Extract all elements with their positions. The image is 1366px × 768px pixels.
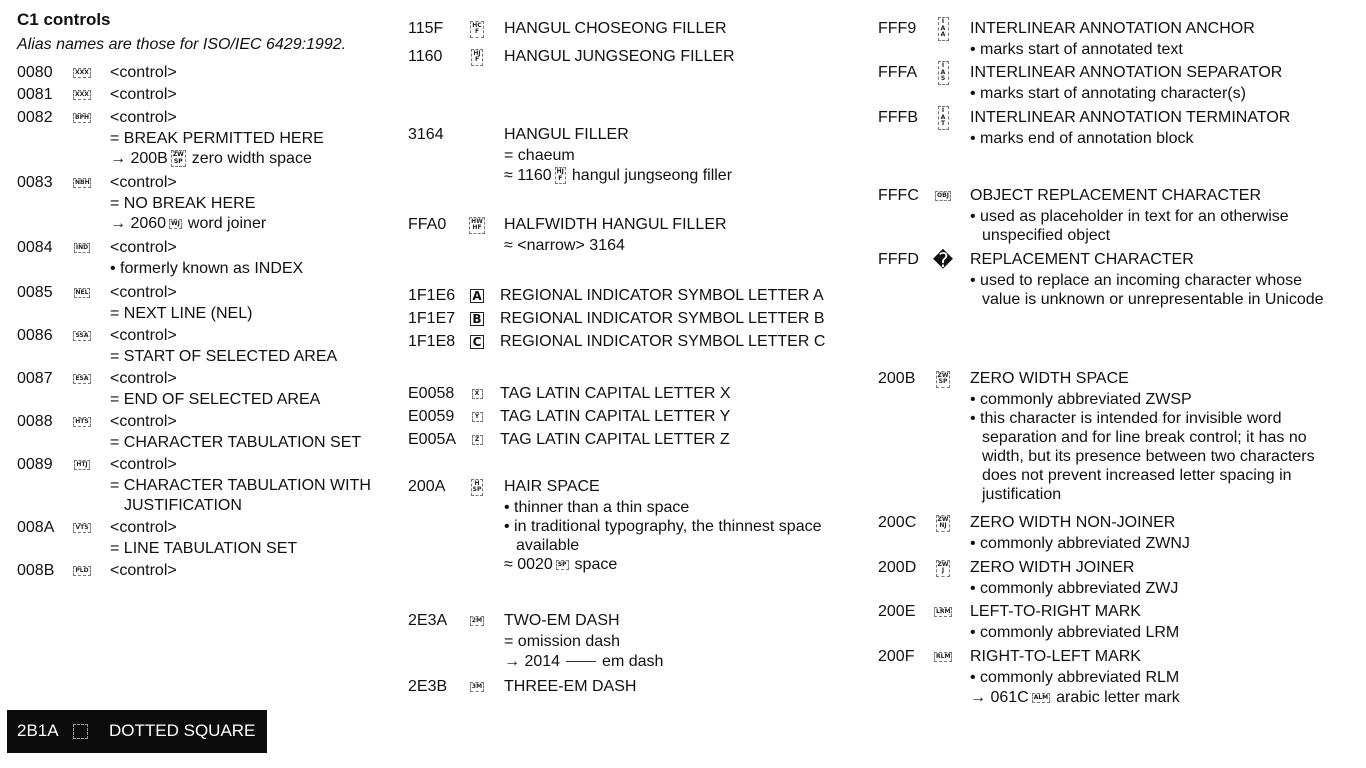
char-name: TAG LATIN CAPITAL LETTER Y [500,408,731,425]
regional-indicator-icon: B [470,312,484,326]
glyph-line: HTJ [76,460,88,468]
glyph-line: A [940,31,946,39]
glyph-line: I [941,18,945,26]
footer-name: DOTTED SQUARE [109,721,256,740]
bullet-note: • marks start of annotating character(s) [970,85,1246,102]
glyph-cell [934,559,952,577]
xref-name: em dash [602,653,664,670]
cross-reference-note [970,688,1180,708]
control-glyph-icon [73,113,91,124]
char-notes [504,146,732,186]
bullet-note: • formerly known as INDEX [110,260,304,277]
xref-code: → 2060 [110,215,167,232]
bullet-note: • commonly abbreviated LRM [970,624,1180,641]
glyph-line: H [474,479,480,487]
glyph-line: ZW [937,371,949,379]
char-notes [970,668,1180,708]
xref-glyph-icon [556,560,569,571]
cross-reference-note: = NEXT LINE (NEL) [110,305,253,322]
char-notes [110,259,303,279]
char-name: <control> [110,284,177,301]
code-point: FFFD [878,251,919,268]
glyph-cell [468,216,486,234]
glyph-line: T [940,120,946,128]
control-glyph-icon [471,479,484,496]
glyph-cell [73,327,91,345]
code-point: 0085 [17,284,53,301]
glyph-cell [468,478,486,496]
code-point: 008A [17,519,55,536]
bullet-note: • used to replace an incoming character whose value is unknown or unrepresentable in Unicode [970,272,1324,308]
cross-reference-note: = CHARACTER TABULATION WITH [110,477,371,494]
em-dash-glyph-icon [566,661,596,662]
xref-code: ≈ 1160 [504,167,552,184]
control-glyph-icon [934,607,952,618]
glyph-line: NJ [939,522,947,529]
char-notes [970,579,1178,599]
char-name: REPLACEMENT CHARACTER [970,251,1194,268]
glyph-line: BPH [75,113,89,121]
glyph-line: VTS [75,523,89,531]
glyph-cell [73,86,91,104]
xref-code: ≈ 0020 [504,556,553,573]
char-notes [970,623,1179,643]
glyph-line: X [474,389,480,397]
char-name: ZERO WIDTH SPACE [970,370,1129,387]
xref-code: → 200B [110,150,168,167]
xref-glyph-icon [169,219,182,230]
cross-reference-note [110,149,324,169]
cross-reference-note: = BREAK PERMITTED HERE [110,130,324,147]
glyph-line: SP [173,157,183,165]
char-name: <control> [110,239,177,256]
char-notes [970,84,1246,104]
glyph-cell [934,648,952,666]
glyph-cell [468,612,486,630]
glyph-line: 2M [471,616,483,624]
glyph-cell [468,408,486,426]
glyph-line: HTS [75,417,89,425]
section-subheading: Alias names are those for ISO/IEC 6429:1992. [17,36,347,53]
glyph-line: SP [938,378,948,385]
cross-reference-note: = LINE TABULATION SET [110,540,298,557]
char-notes [110,347,337,367]
char-name: INTERLINEAR ANNOTATION ANCHOR [970,20,1255,37]
code-point: E0059 [408,408,455,425]
cross-reference-note: = END OF SELECTED AREA [110,391,321,408]
glyph-cell [468,678,486,696]
char-name: RIGHT-TO-LEFT MARK [970,648,1141,665]
char-name: LEFT-TO-RIGHT MARK [970,603,1141,620]
bullet-note: • in traditional typography, the thinnest space available [504,518,822,554]
code-point: 200E [878,603,916,620]
control-glyph-icon [74,288,91,299]
glyph-line: Z [474,435,480,443]
glyph-line: WJ [171,219,180,227]
control-glyph-icon [470,21,483,38]
code-point: 0083 [17,174,53,191]
char-notes [110,304,252,324]
glyph-line: SSA [75,331,89,339]
char-notes [970,207,1322,245]
glyph-cell [73,519,91,537]
char-name: <control> [110,64,177,81]
xref-name: word joiner [187,215,267,232]
char-name: <control> [110,86,177,103]
code-point: 200B [878,370,916,387]
glyph-line: F [474,56,480,63]
char-name: <control> [110,109,177,126]
glyph-line: 3M [471,682,483,690]
code-point: 0081 [17,86,53,103]
code-point: FFFA [878,64,918,81]
control-glyph-icon [73,374,90,385]
glyph-cell [73,413,91,431]
control-glyph-icon [73,178,91,189]
char-name: TWO-EM DASH [504,612,620,629]
char-name: REGIONAL INDICATOR SYMBOL LETTER C [500,333,826,350]
regional-indicator-icon: A [470,289,484,303]
code-point: 200A [408,478,446,495]
char-notes [504,498,856,575]
glyph-line: F [474,28,480,35]
cross-reference-note: = omission dash [504,633,621,650]
glyph-line: HJ [473,49,481,57]
char-name: <control> [110,456,177,473]
control-glyph-icon [74,460,89,471]
xref-glyph-icon [555,167,566,184]
code-point: 0080 [17,64,53,81]
code-point: 2E3B [408,678,448,695]
char-name: <control> [110,413,177,430]
control-glyph-icon [470,616,484,627]
glyph-line: ESA [75,374,89,382]
cross-reference-note [504,652,663,672]
control-glyph-icon [938,61,949,85]
glyph-line: ZW [937,560,949,568]
glyph-cell [932,248,954,272]
char-name: THREE-EM DASH [504,678,637,695]
control-glyph-icon [73,417,90,428]
control-glyph-icon [73,331,90,342]
control-glyph-icon [934,652,952,663]
footer-bar [7,710,267,753]
char-name: HANGUL CHOSEONG FILLER [504,20,727,37]
code-point: 200C [878,514,917,531]
glyph-line: I [941,107,945,115]
glyph-cell [934,20,952,38]
code-point: 0084 [17,239,53,256]
control-glyph-icon [938,106,949,130]
xref-name: zero width space [191,150,312,167]
char-notes [110,194,266,234]
code-point: FFF9 [878,20,917,37]
glyph-line: A [940,24,946,32]
glyph-cell [73,456,91,474]
char-name: TAG LATIN CAPITAL LETTER Z [500,431,730,448]
char-name: HALFWIDTH HANGUL FILLER [504,216,727,233]
char-notes [970,390,1332,504]
bullet-note: • marks end of annotation block [970,130,1194,147]
char-name: <control> [110,519,177,536]
glyph-line: ZW [937,515,949,523]
code-point: 008B [17,562,55,579]
control-glyph-icon [472,412,483,423]
char-name: TAG LATIN CAPITAL LETTER X [500,385,731,402]
glyph-cell [468,385,486,403]
control-glyph-icon [74,243,90,254]
char-name: HANGUL JUNGSEONG FILLER [504,48,735,65]
glyph-cell [468,287,486,305]
cross-reference-note: = chaeum [504,147,575,164]
glyph-line: A [940,68,946,76]
char-name: OBJECT REPLACEMENT CHARACTER [970,187,1262,204]
glyph-cell [73,64,91,82]
char-name: INTERLINEAR ANNOTATION TERMINATOR [970,109,1291,126]
glyph-cell [468,126,486,144]
code-point: 0087 [17,370,53,387]
char-name: REGIONAL INDICATOR SYMBOL LETTER B [500,310,825,327]
glyph-line: IND [75,243,89,251]
char-notes [110,433,361,453]
char-name: HANGUL FILLER [504,126,629,143]
control-glyph-icon [73,566,90,577]
glyph-line: RLM [936,652,951,660]
bullet-note: • this character is intended for invisible word separation and for line break control; it has no width, but its presence between two characters does not prevent increased letter spacing in justification [970,410,1315,503]
char-name: HAIR SPACE [504,478,600,495]
glyph-cell [73,174,91,192]
code-point: 0089 [17,456,53,473]
code-point: E005A [408,431,457,448]
cross-reference-note: = CHARACTER TABULATION SET [110,434,362,451]
control-glyph-icon [73,90,91,101]
control-glyph-icon [935,191,951,202]
dotted-square-icon [73,724,88,739]
control-glyph-icon [938,17,949,41]
char-notes [110,390,320,410]
code-point: 1F1E6 [408,287,456,304]
xref-name: space [574,556,618,573]
glyph-line: HJ [556,168,564,176]
glyph-line: LRM [936,607,951,615]
code-point: FFFC [878,187,919,204]
code-point: FFA0 [408,216,447,233]
glyph-cell [73,562,91,580]
glyph-line: F [558,174,563,182]
regional-indicator-icon: C [470,335,484,349]
bullet-note: • used as placeholder in text for an otherwise unspecified object [970,208,1289,244]
glyph-cell [73,109,91,127]
char-name: <control> [110,562,177,579]
cross-reference-note [110,214,266,234]
xref-name: arabic letter mark [1056,689,1180,706]
control-glyph-icon [73,68,91,79]
cross-reference-note: = START OF SELECTED AREA [110,348,338,365]
control-glyph-icon [471,49,482,66]
code-point: 0088 [17,413,53,430]
code-point: 1F1E7 [408,310,456,327]
control-glyph-icon [470,682,484,693]
glyph-cell [934,370,952,388]
code-point: 200D [878,559,917,576]
char-name: ZERO WIDTH JOINER [970,559,1135,576]
glyph-line: OBJ [937,191,949,199]
char-notes [970,129,1194,149]
bullet-note: • marks start of annotated text [970,41,1183,58]
code-point: E0058 [408,385,455,402]
glyph-cell [934,109,952,127]
glyph-cell [468,20,486,38]
char-notes [970,534,1190,554]
control-glyph-icon [73,523,90,534]
char-notes [110,476,371,516]
char-notes [110,129,324,169]
code-point: 115F [408,20,444,37]
code-point: 3164 [408,126,444,143]
char-notes [970,271,1332,309]
glyph-cell [934,64,952,82]
code-point: 2E3A [408,612,448,629]
glyph-line: PLD [75,566,89,574]
glyph-cell [934,603,952,621]
bullet-note: • commonly abbreviated ZWSP [970,391,1192,408]
char-name: <control> [110,327,177,344]
control-glyph-icon [472,435,483,446]
glyph-cell [934,514,952,532]
control-glyph-icon [936,515,951,532]
glyph-cell [468,431,486,449]
xref-glyph-icon [1032,693,1050,704]
footer-code: 2B1A [17,721,59,740]
char-name: INTERLINEAR ANNOTATION SEPARATOR [970,64,1283,81]
glyph-cell [73,239,91,257]
cross-reference-note: JUSTIFICATION [124,497,242,514]
glyph-line: A [940,113,946,121]
char-name: <control> [110,370,177,387]
glyph-line: XXX [75,90,89,98]
xref-name: hangul jungseong filler [571,167,733,184]
glyph-cell [468,310,486,328]
bullet-note: • commonly abbreviated RLM [970,669,1180,686]
glyph-line: XXX [75,68,89,76]
code-point: 0082 [17,109,53,126]
glyph-cell [934,187,952,205]
control-glyph-icon [936,560,951,577]
code-point: 1160 [408,48,443,65]
section-heading: C1 controls [17,10,111,29]
char-name: <control> [110,174,177,191]
glyph-line: SP [472,486,482,493]
bullet-note: • commonly abbreviated ZWJ [970,580,1179,597]
control-glyph-icon [469,217,485,234]
glyph-line: HW [471,217,483,225]
glyph-line: ALM [1033,693,1049,701]
char-name: ZERO WIDTH NON-JOINER [970,514,1176,531]
code-point: 0086 [17,327,53,344]
char-notes [110,539,297,559]
xref-code: → 2014 [504,653,561,670]
glyph-line: ZW [172,151,184,159]
code-point: 200F [878,648,915,665]
xref-code: → 061C [970,689,1029,706]
glyph-line: HC [472,21,482,29]
bullet-note: • commonly abbreviated ZWNJ [970,535,1190,552]
bullet-note: • thinner than a thin space [504,499,690,516]
char-notes [970,40,1183,60]
glyph-line: S [940,75,946,83]
replacement-character-icon: � [932,248,954,272]
glyph-line: J [941,567,945,574]
cross-reference-note [504,555,844,575]
char-notes [504,632,663,672]
char-notes [504,236,625,256]
code-point: 1F1E8 [408,333,456,350]
cross-reference-note [504,166,732,186]
glyph-cell [73,284,91,302]
glyph-cell [468,333,486,351]
glyph-line: HF [472,224,482,231]
char-name: REGIONAL INDICATOR SYMBOL LETTER A [500,287,824,304]
xref-glyph-icon [171,150,186,167]
code-point: FFFB [878,109,918,126]
glyph-cell [73,370,91,388]
glyph-cell [468,48,486,66]
glyph-line: SP [557,560,567,568]
glyph-line: NEL [75,288,89,296]
cross-reference-note: ≈ <narrow> 3164 [504,237,625,254]
control-glyph-icon [472,389,483,400]
control-glyph-icon [936,371,951,388]
glyph-line: NBH [75,178,90,186]
glyph-line: Y [474,412,480,420]
cross-reference-note: = NO BREAK HERE [110,195,256,212]
glyph-line: I [941,62,945,70]
